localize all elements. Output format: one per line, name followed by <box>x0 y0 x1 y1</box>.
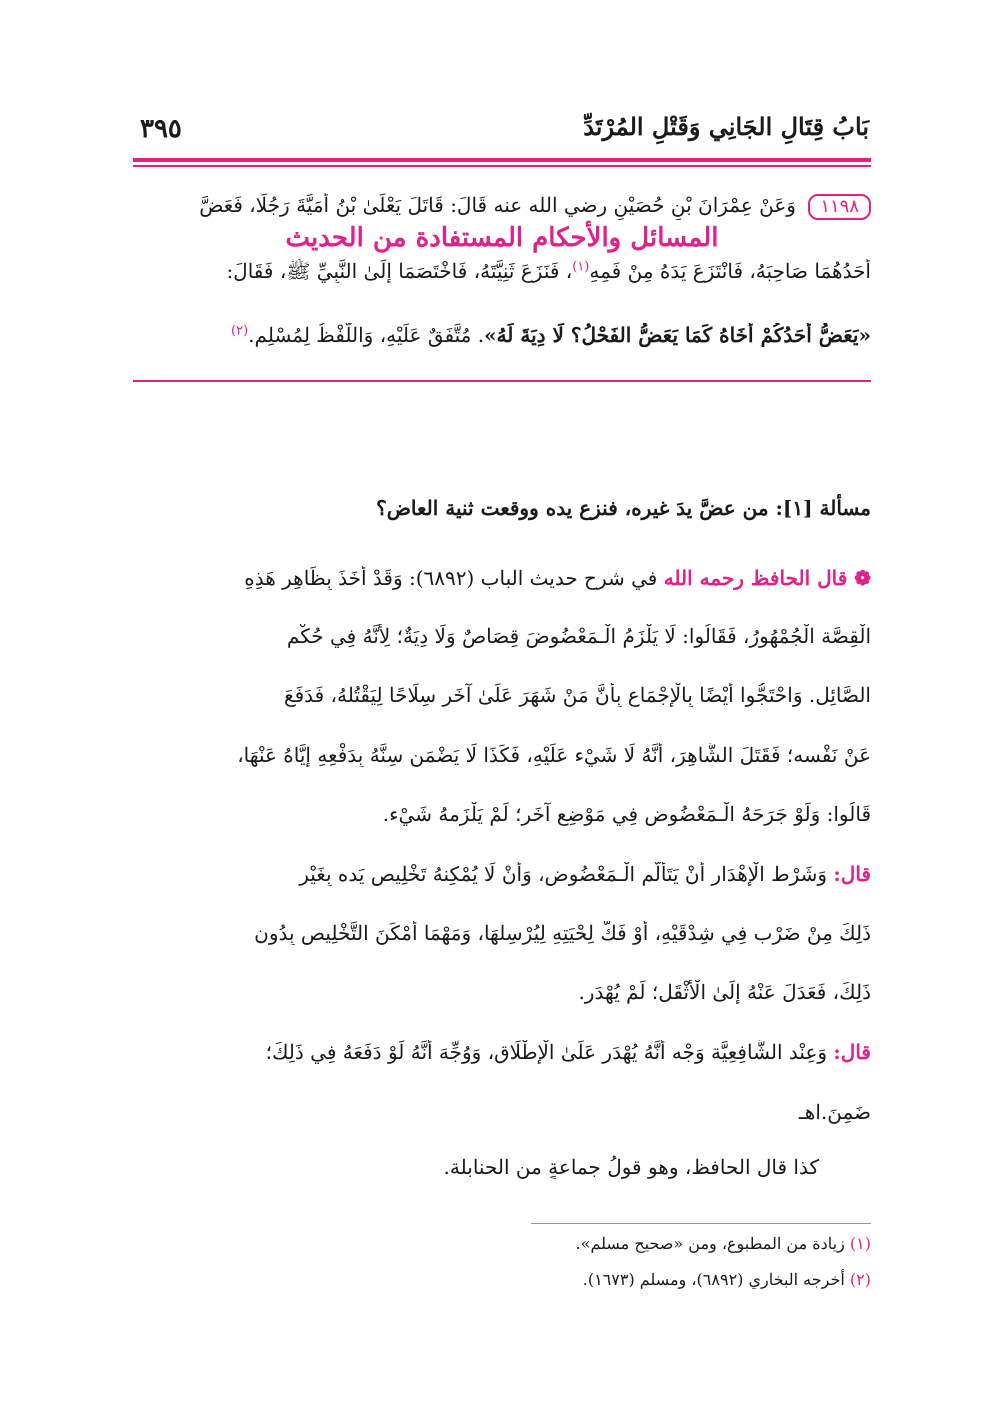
paragraph1-line-1 <box>131 566 871 590</box>
paragraph3-line-1 <box>131 1040 871 1064</box>
paragraph2-line-3: ذَلِكَ، فَعَدَلَ عَنْهُ إِلَىٰ الْأَثْقَل؛ لَمْ يُهْدَر. <box>578 980 871 1004</box>
paragraph2-line-2: ذَلِكَ مِنْ ضَرْب فِي شِدْقَيْهِ، أَوْ فَكّ لِحْيَتِهِ لِيُرْسِلهَا، وَمَهْمَا أَمْكَنَ التَّخْلِيص بِدُونِ <box>254 921 871 945</box>
paragraph1-line-2: الْقِصَّة الْجُمْهُورُ، فَقَالُوا: لَا يَلْزَمُ الْـمَعْضُوضَ قِصَاصٌ وَلَا دِيَةٌ؛ لِأَنَّهُ فِي حُكْم <box>286 624 871 648</box>
section-title: المسائل والأحكام المستفادة من الحديث <box>285 223 719 253</box>
header-rule <box>133 158 871 162</box>
footnote-separator <box>531 1223 871 1224</box>
hadith-bottom-rule <box>133 380 871 382</box>
paragraph1-line-5: قَالُوا: وَلَوْ جَرَحَهُ الْـمَعْضُوض فِي مَوْضِع آخَر؛ لَمْ يَلْزَمهُ شَيْء. <box>382 802 871 826</box>
masala-heading <box>131 496 871 520</box>
running-header-title: بَابُ قِتَالِ الجَانِي وَقَتْلِ المُرْتَدِّ <box>583 112 869 141</box>
page-number: ٣٩٥ <box>140 114 182 144</box>
hadith-text-1: وَعَنْ عِمْرَانَ بْنِ حُصَيْنٍ رضي الله عنه قَالَ: قَاتَلَ يَعْلَىٰ بْنُ أُمَيَّةَ رَجُلًا، فَعَضَّ <box>199 193 796 217</box>
paragraph4-line-1: كذا قال الحافظ، وهو قولُ جماعةٍ من الحنابلة. <box>443 1155 819 1179</box>
hadith-prophetic-quote: «يَعَضُّ أَحَدُكُمْ أَخَاهُ كَمَا يَعَضُّ الفَحْلُ؟ لَا دِيَةَ لَهُ» <box>484 323 871 347</box>
paragraph1-line-3: الصَّائِل. وَاحْتَجُّوا أَيْضًا بِالْإِجْمَاعِ بِأَنَّ مَنْ شَهَرَ عَلَىٰ آخَر سِلَاحًا لِيَقْتُلهُ، فَدَفَعَ <box>283 683 871 707</box>
paragraph2-text-1: وَشَرْط الْإِهْدَار أَنْ يَتَأَلَّم الْـمَعْضُوض، وَأَنْ لَا يُمْكِنهُ تَخْلِيص يَده بِغَيْرِ <box>299 862 828 886</box>
paragraph1-text-1: في شرح حديث الباب (٦٨٩٢): وَقَدْ أَخَذَ بِظَاهِرِ هَذِهِ <box>244 566 658 590</box>
hadith-line-3 <box>133 323 871 347</box>
paragraph2-lead: قال: <box>833 862 871 886</box>
masala-label: مسألة [١]: <box>775 496 871 520</box>
hadith-number-badge: ١١٩٨ <box>808 194 871 220</box>
hadith-text-3: . مُتَّفَقٌ عَلَيْهِ، وَاللَّفْظُ لِمُسْلِمٍ. <box>248 323 485 347</box>
paragraph1-line-4: عَنْ نَفْسه؛ فَقَتَلَ الشَّاهِرَ، أَنَّهُ لَا شَيْء عَلَيْهِ، فَكَذَا لَا يَضْمَن سِنَّهُ بِدَفْعِهِ إِيَّاهُ عَنْهَا، <box>237 743 871 767</box>
footnote-ref-1[interactable]: (١) <box>572 259 590 275</box>
paragraph3-line-2: ضَمِنَ.اهـ <box>798 1100 871 1124</box>
paragraph1-lead: ❁ قال الحافظ رحمه الله <box>663 566 871 590</box>
footnote-ref-2[interactable]: (٢) <box>231 323 249 339</box>
hadith-line-1 <box>133 193 871 220</box>
footnote-2-number: (٢) <box>849 1270 871 1289</box>
paragraph3-text-1: وَعِنْد الشَّافِعِيَّة وَجْه أَنَّهُ يُهْدَر عَلَىٰ الْإِطْلَاق، وَوُجِّهَ أَنَّهُ لَوْ دَفَعَهُ فِي ذَلِكَ؛ <box>265 1040 828 1064</box>
footnote-2 <box>131 1270 871 1289</box>
footnote-1-number: (١) <box>849 1234 871 1253</box>
header-rule-thin <box>133 165 871 167</box>
hadith-line-2 <box>133 259 871 283</box>
footnote-1-text: زيادة من المطبوع، ومن «صحيح مسلم». <box>575 1234 845 1253</box>
masala-question: من عضَّ يدَ غيره، فنزع يده ووقعت ثنية العاض؟ <box>376 496 769 520</box>
paragraph3-lead: قال: <box>833 1040 871 1064</box>
hadith-text-2b: ، فَنَزَعَ ثَنِيَّتَهُ، فَاخْتَصَمَا إِلَىٰ النَّبِيِّ ﷺ، فَقَالَ: <box>226 259 573 283</box>
footnote-2-text: أخرجه البخاري (٦٨٩٢)، ومسلم (١٦٧٣). <box>582 1270 845 1289</box>
paragraph2-line-1 <box>131 862 871 886</box>
footnote-1 <box>131 1234 871 1253</box>
hadith-text-2a: أَحَدُهُمَا صَاحِبَهُ، فَانْتَزَعَ يَدَهُ مِنْ فَمِهِ <box>589 259 871 283</box>
